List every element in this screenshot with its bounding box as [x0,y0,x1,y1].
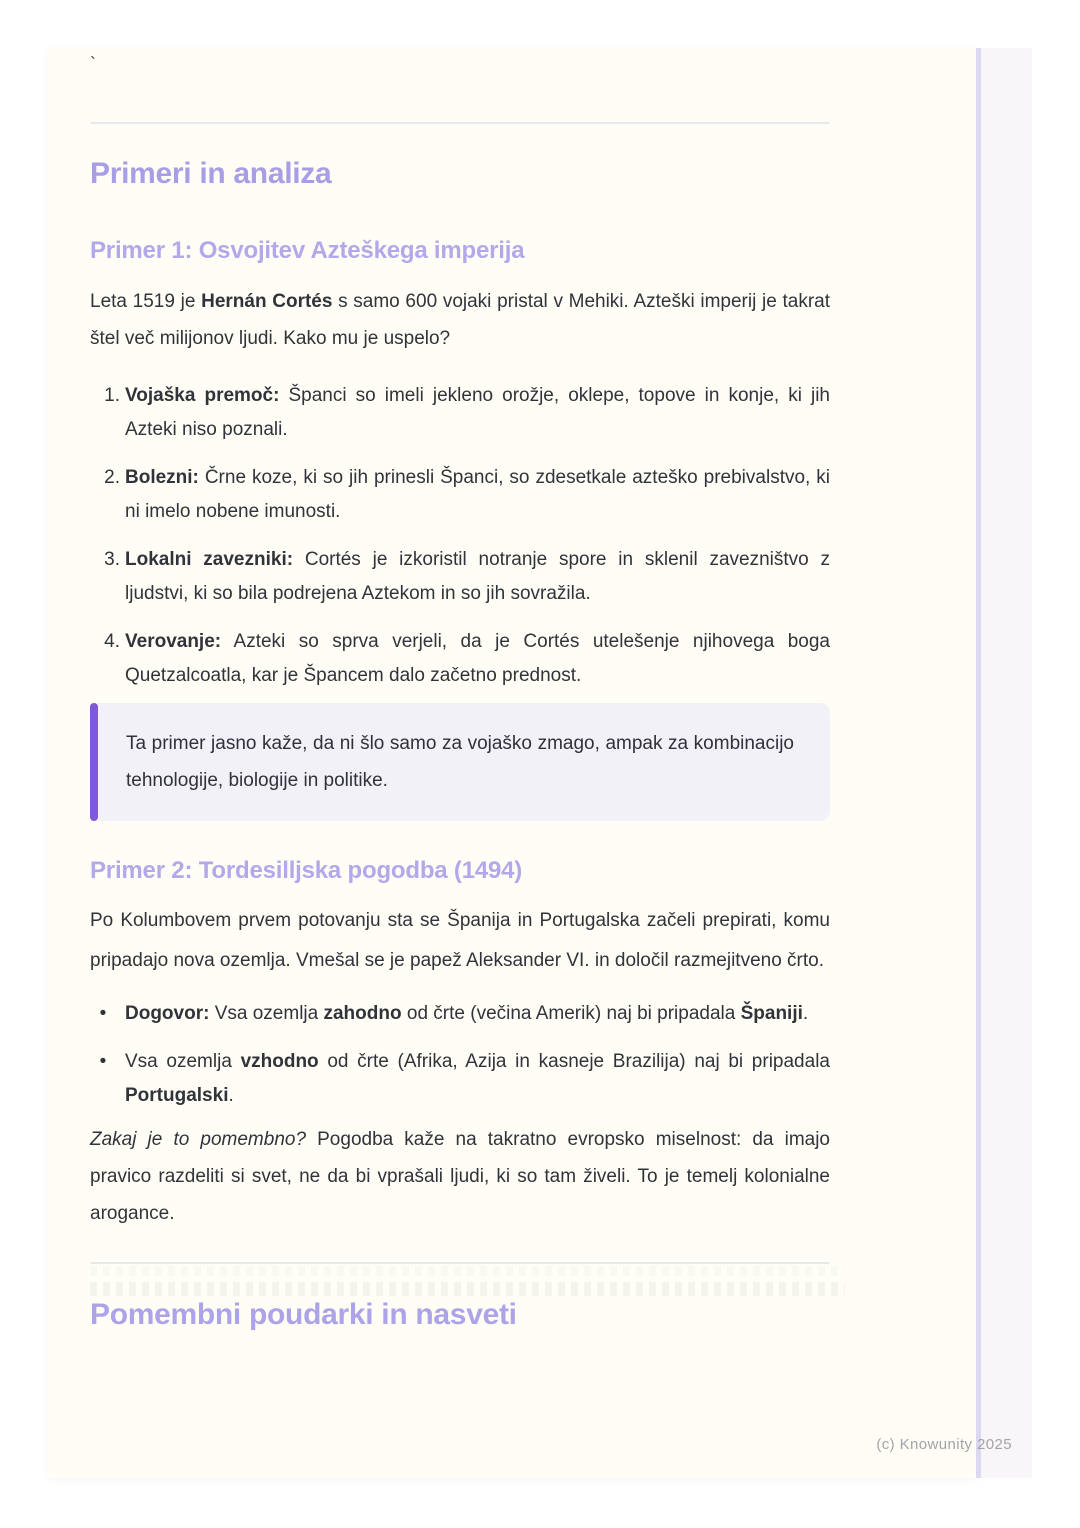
list-item-number: 1. [104,385,120,406]
list-item [90,997,830,1031]
document-content [48,48,830,1334]
list-item-number: 3. [104,549,120,570]
list-item [90,1045,830,1113]
list-item [90,625,830,693]
significance-text: Pogodba kaže na takratno evropsko miselnost: da imajo pravico razdeliti si svet, ne da bi vprašali ljudi, ki so tam živeli. To je temelj kolonialne arogance. [90,1129,830,1224]
blurred-text-band [90,1266,845,1276]
list-item-text: Španci so imeli jekleno orožje, oklepe, topove in konje, ki jih Azteki niso poznali. [125,385,831,440]
list-item-text: Črne koze, ki so jih prinesli Španci, so zdesetkale azteško prebivalstvo, ki ni imelo nobene imunosti. [125,467,830,522]
list-item-label: Vojaška premoč: [125,385,280,406]
bullet-text-3: . [802,1003,809,1024]
stray-backtick-mark: ` [90,54,96,74]
section-divider-bottom [90,1262,830,1264]
list-item [90,379,830,447]
list-item-text: Azteki so sprva verjeli, da je Cortés utelešenje njihovega boga Quetzalcoatla, kar je Špancem dalo začetno prednost. [125,631,830,686]
example2-intro-paragraph: Po Kolumbovem prvem potovanju sta se Španija in Portugalska začeli prepirati, komu pripadajo nova ozemlja. Vmešal se je papež Aleksander VI. in določil razmejitveno črto. [90,910,830,971]
example1-heading: Primer 1: Osvojitev Azteškega imperija [90,237,525,264]
significance-paragraph [90,1121,830,1232]
intro-bold-name: Hernán Cortés [201,291,333,312]
bullet-text-2: od črte (Afrika, Azija in kasneje Brazilija) naj bi pripadala [318,1051,830,1072]
section-title-examples: Primeri in analiza [90,157,332,190]
callout-accent-bar [90,703,98,821]
intro-text-1: Leta 1519 je [90,291,202,312]
list-item-number: 2. [104,467,120,488]
list-item-number: 4. [104,631,120,652]
section-divider-top [90,122,830,124]
list-item [90,461,830,529]
list-item-label: Verovanje: [125,631,222,652]
numbered-list [90,379,830,693]
list-item [90,543,830,611]
intro-text-2: s samo 600 vojaki pristal v Mehiki. Azteški imperij je takrat štel več milijonov ljudi. Kako mu je uspelo? [90,291,830,349]
bullet-text-1: Vsa ozemlja [125,1051,241,1072]
bullet-bold-3: Španiji [740,1003,803,1024]
highlight-callout [90,703,830,821]
example2-heading: Primer 2: Tordesilljska pogodba (1494) [90,857,523,884]
significance-lead-italic: Zakaj je to pomembno? [90,1129,307,1150]
list-item-text: Cortés je izkoristil notranje spore in sklenil zavezništvo z ljudstvi, ki so bila podrejena Aztekom in so jih sovražila. [125,549,831,604]
callout-text: Ta primer jasno kaže, da ni šlo samo za vojaško zmago, ampak za kombinacijo tehnologije, biologije in politike. [126,733,794,791]
bullet-icon: • [99,1051,107,1072]
highlights-section [90,1296,830,1334]
bullet-bold-3: Portugalski [125,1085,229,1106]
section-title-highlights: Pomembni poudarki in nasveti [90,1298,517,1331]
bullet-bold-2: zahodno [323,1003,402,1024]
copyright-watermark: (c) Knowunity 2025 [876,1436,1012,1453]
bullet-list [90,997,830,1113]
list-item-label: Bolezni: [125,467,199,488]
bullet-bold-2: vzhodno [240,1051,319,1072]
bullet-text-2: od črte (večina Amerik) naj bi pripadala [401,1003,741,1024]
scrollbar-track[interactable] [976,48,1032,1478]
bullet-icon: • [99,1003,107,1024]
document-page [48,48,977,1478]
blurred-text-band [90,1282,845,1296]
bullet-text-1: Vsa ozemlja [209,1003,324,1024]
example1-intro-paragraph [90,283,830,357]
list-item-label: Lokalni zavezniki: [125,549,294,570]
bullet-bold-1: Dogovor: [125,1003,210,1024]
bullet-text-3: . [228,1085,234,1106]
